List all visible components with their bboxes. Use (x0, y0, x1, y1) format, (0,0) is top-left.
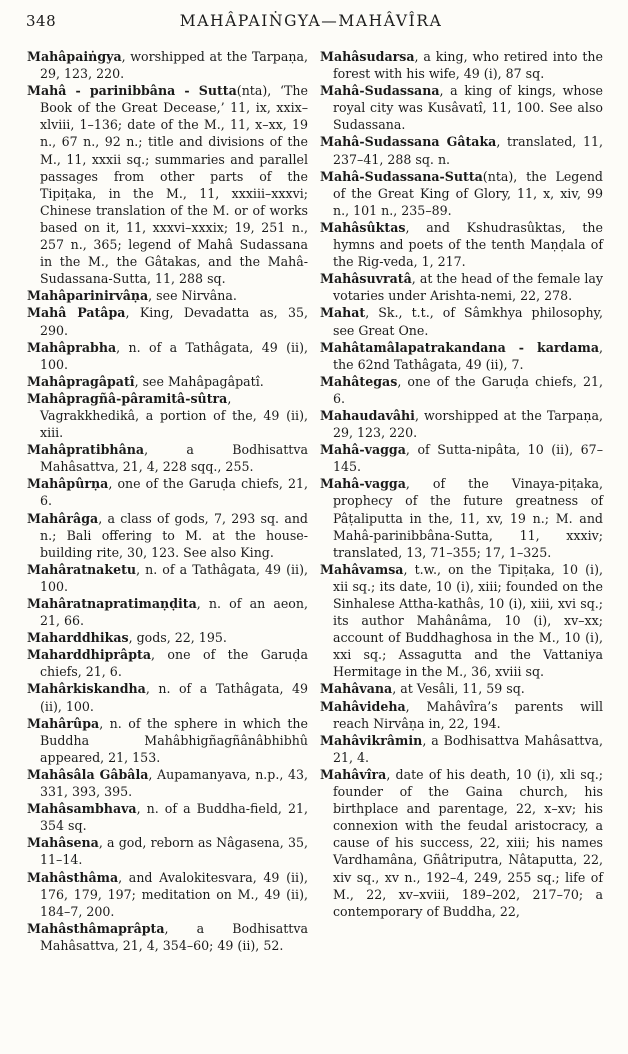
entry-headword: Mahâsthâmaprâpta (27, 920, 165, 936)
entry-text: , a king of kings, whose royal city was Kusâvatî, 11, 100. See also Sudassana. (333, 83, 603, 133)
index-entry (27, 475, 308, 509)
index-entry (27, 646, 308, 680)
entry-headword: Mahâ-vagga (320, 476, 406, 492)
entry-headword: Mahâpratibhâna (27, 442, 145, 458)
entry-text: , a class of gods, 7, 293 sq. and n.; Bali offering to M. at the house-building rite, 30, 123. See also King. (40, 510, 308, 560)
entry-text: (nta), ‘The Book of the Great Decease,’ 11, ix, xxix–xlviii, 1–136; date of the M., 11, x–xx, 19 n., 67 n., 92 n.; title and divisions of the M., 11, xxxii sq.; summaries and parallel passages from other parts of the Tipiṭaka, in the M., 11, xxxiii–xxxvi; Chinese translation of the M. or of works based on it, 11, xxxvi–xxxix; 19, 251 n., 257 n., 365; legend of Mahâ Sudassana in the M., the Gâtakas, and the Mahâ-Sudassana-Sutta, 11, 288 sq. (40, 83, 308, 287)
entry-text: , n. of an aeon, 21, 66. (40, 596, 308, 629)
index-entry (320, 561, 603, 681)
entry-headword: Mahâ Patâpa (27, 305, 126, 321)
entry-headword: Mahâtamâlapatrakandana - kardama (320, 339, 599, 355)
entry-text: , n. of a Tathâgata, 49 (ii), 100. (40, 561, 308, 594)
entry-headword: Mahâsudarsa (320, 49, 415, 64)
entry-text: , date of his death, 10 (i), xli sq.; founder of the Gaina church, his birthplace and parentage, 22, x–xv; his connexion with the feudal aristocracy, a cause of his success, 22, xiii; his names Vardhamâna, Gñâtriputra, Nâtaputta, 22, xiv sq., xv n., 192–4, 249, 255 sq.; life of M., 22, xv–xviii, 189–202, 217–70; a contemporary of Buddha, 22, (333, 766, 603, 919)
entry-headword: Mahâvana (320, 681, 393, 697)
index-entry (27, 339, 308, 373)
entry-text: , and Kshudrasûktas, the hymns and poets of the tenth Maṇḍala of the Rig-veda, 1, 217. (333, 219, 603, 270)
entry-text: , n. of a Tathâgata, 49 (ii), 100. (40, 681, 308, 714)
entry-text: , and Avalokitesvara, 49 (ii), 176, 179, 197; meditation on M., 49 (ii), 184–7, 200. (40, 869, 308, 919)
entry-text: , n. of a Buddha-field, 21, 354 sq. (40, 801, 308, 834)
index-entry (320, 48, 603, 82)
entry-headword: Maharddhiprâpta (27, 647, 151, 663)
running-title: MAHÂPAIṄGYA—MAHÂVÎRA (179, 12, 443, 30)
entry-text: , of the Vinaya-piṭaka, prophecy of the future greatness of Pâṭaliputta in the, 11, xv, 19 n.; M. and Mahâ-parinibbâna-Sutta, 11, xxxiv; translated, 13, 71–355; 17, 1–325. (333, 476, 603, 560)
entry-text: , worshipped at the Tarpaṇa, 29, 123, 220. (40, 49, 308, 82)
entry-text: , n. of a Tathâgata, 49 (ii), 100. (40, 339, 308, 372)
entry-headword: Mahâpragâpatî (27, 373, 135, 389)
entry-headword: Mahâparinirvâṇa (27, 288, 149, 304)
entry-headword: Mahâ - parinibbâna - Sutta (27, 83, 237, 99)
entry-text: , a king, who retired into the forest with his wife, 49 (i), 87 sq. (333, 49, 603, 82)
index-entry (320, 373, 603, 407)
entry-headword: Mahâprabha (27, 339, 117, 355)
index-entry (27, 869, 308, 920)
index-entry (320, 219, 603, 270)
index-entry (320, 766, 603, 920)
entry-headword: Mahâ-vagga (320, 442, 406, 458)
entry-text: , see Mahâpagâpatî. (134, 373, 264, 389)
entry-headword: Mahâpûrṇa (27, 476, 109, 492)
index-entry (320, 82, 603, 133)
entry-headword: Mahâsâla Gâbâla (27, 766, 149, 782)
entry-headword: Mahâsena (27, 835, 99, 851)
entry-headword: Mahâratnapratimaṇḍita (27, 596, 197, 611)
index-entry (320, 270, 603, 304)
entry-headword: Mahâtegas (320, 373, 398, 389)
entry-text: , a Bodhisattva Mahâsattva, 21, 4. (333, 732, 603, 765)
entry-headword: Mahâsthâma (27, 869, 119, 885)
entry-headword: Mahat (320, 305, 366, 321)
entry-text: , t.w., on the Tipiṭaka, 10 (i), xii sq.; its date, 10 (i), xiii; founded on the Sinhalese Attha-kathâs, 10 (i), xiii, xvi sq.; its author Mahânâma, 10 (i), xv–xx; account of Buddhaghosa in the M., 10 (i), xxi sq.; Assagutta and the Vattaniya Hermitage in the M., 36, xviii sq. (333, 561, 603, 680)
index-entry (320, 133, 603, 167)
entry-text: , translated, 11, 237–41, 288 sq. n. (333, 134, 603, 167)
index-entry (27, 510, 308, 561)
entry-text: , Mahâvîra’s parents will reach Nirvâṇa in, 22, 194. (333, 698, 603, 731)
index-column-left (27, 48, 308, 954)
entry-headword: Mahâsûktas (320, 219, 406, 235)
entry-text: (nta), the Legend of the Great King of Glory, 11, x, xiv, 99 n., 101 n., 235–89. (333, 168, 603, 218)
index-entry (320, 698, 603, 732)
entry-text: , one of the Garuḍa chiefs, 21, 6. (40, 647, 308, 680)
entry-text: , at the head of the female lay votaries under Arishta-nemi, 22, 278. (333, 271, 603, 304)
index-entry (320, 680, 603, 697)
index-entry (27, 287, 308, 304)
index-entry (320, 732, 603, 766)
entry-headword: Mahâvîra (320, 766, 387, 782)
index-entry (27, 800, 308, 834)
index-entry (320, 304, 603, 338)
index-entry (320, 168, 603, 219)
entry-headword: Mahâ-Sudassana Gâtaka (320, 134, 497, 150)
page-header (26, 12, 606, 34)
index-entry (27, 680, 308, 714)
entry-headword: Mahâratnaketu (27, 561, 137, 577)
entry-text: , King, Devadatta as, 35, 290. (40, 305, 308, 338)
index-entry (320, 407, 603, 441)
entry-text: , a Bodhisattva Mahâsattva, 21, 4, 354–60; 49 (ii), 52. (40, 920, 308, 953)
entry-headword: Mahaudavâhi (320, 407, 415, 423)
index-column-right (320, 48, 603, 920)
index-entry (320, 339, 603, 373)
entry-headword: Mahâ-Sudassana-Sutta (320, 168, 483, 184)
entry-text: , at Vesâli, 11, 59 sq. (392, 681, 525, 697)
entry-text: , n. of the sphere in which the Buddha Mahâbhigñagñânâbhibhû appeared, 21, 153. (40, 715, 308, 765)
entry-text: , a god, reborn as Nâgasena, 35, 11–14. (40, 835, 308, 868)
entry-headword: Mahâsambhava (27, 801, 137, 817)
entry-text: , see Nirvâna. (148, 288, 237, 304)
entry-headword: Maharddhikas (27, 630, 129, 646)
entry-text: , gods, 22, 195. (128, 630, 227, 646)
index-entry (27, 373, 308, 390)
index-entry (27, 715, 308, 766)
entry-headword: Mahâ-Sudassana (320, 83, 440, 99)
index-entry (27, 390, 308, 441)
index-entry (27, 595, 308, 629)
entry-text: , of Sutta-nipâta, 10 (ii), 67–145. (333, 442, 603, 475)
entry-text: , one of the Garuḍa chiefs, 21, 6. (40, 476, 308, 509)
index-entry (27, 834, 308, 868)
index-entry (320, 441, 603, 475)
entry-headword: Mahârûpa (27, 715, 100, 731)
entry-text: , Vagrakkhedikâ, a portion of the, 49 (ii), xiii. (40, 390, 308, 441)
entry-text: , Aupamanyava, n.p., 43, 331, 393, 395. (40, 766, 309, 800)
index-entry (27, 48, 308, 82)
entry-text: , Sk., t.t., of Sâmkhya philosophy, see Great One. (333, 305, 603, 338)
index-entry (27, 561, 308, 595)
entry-text: , worshipped at the Tarpaṇa, 29, 123, 220. (333, 407, 603, 441)
index-entry (27, 766, 308, 800)
page-number: 348 (26, 12, 57, 30)
entry-text: , the 62nd Tathâgata, 49 (ii), 7. (333, 339, 603, 372)
index-entry (27, 304, 308, 338)
entry-text: , one of the Garuḍa chiefs, 21, 6. (333, 373, 603, 406)
entry-text: , a Bodhisattva Mahâsattva, 21, 4, 228 sqq., 255. (40, 442, 308, 475)
index-entry (27, 920, 308, 954)
entry-headword: Mahâpragñâ-pâramitâ-sûtra (27, 390, 228, 406)
index-entry (27, 82, 308, 287)
entry-headword: Mahâvideha (320, 698, 406, 714)
entry-headword: Mahâpaiṅgya (27, 49, 122, 64)
entry-headword: Mahâsuvratâ (320, 271, 412, 287)
entry-headword: Mahârkiskandha (27, 681, 146, 697)
entry-headword: Mahâvamsa (320, 561, 404, 577)
entry-headword: Mahârâga (27, 510, 99, 526)
index-entry (320, 475, 603, 560)
entry-headword: Mahâvikrâmin (320, 732, 423, 748)
index-entry (27, 629, 308, 646)
index-entry (27, 441, 308, 475)
